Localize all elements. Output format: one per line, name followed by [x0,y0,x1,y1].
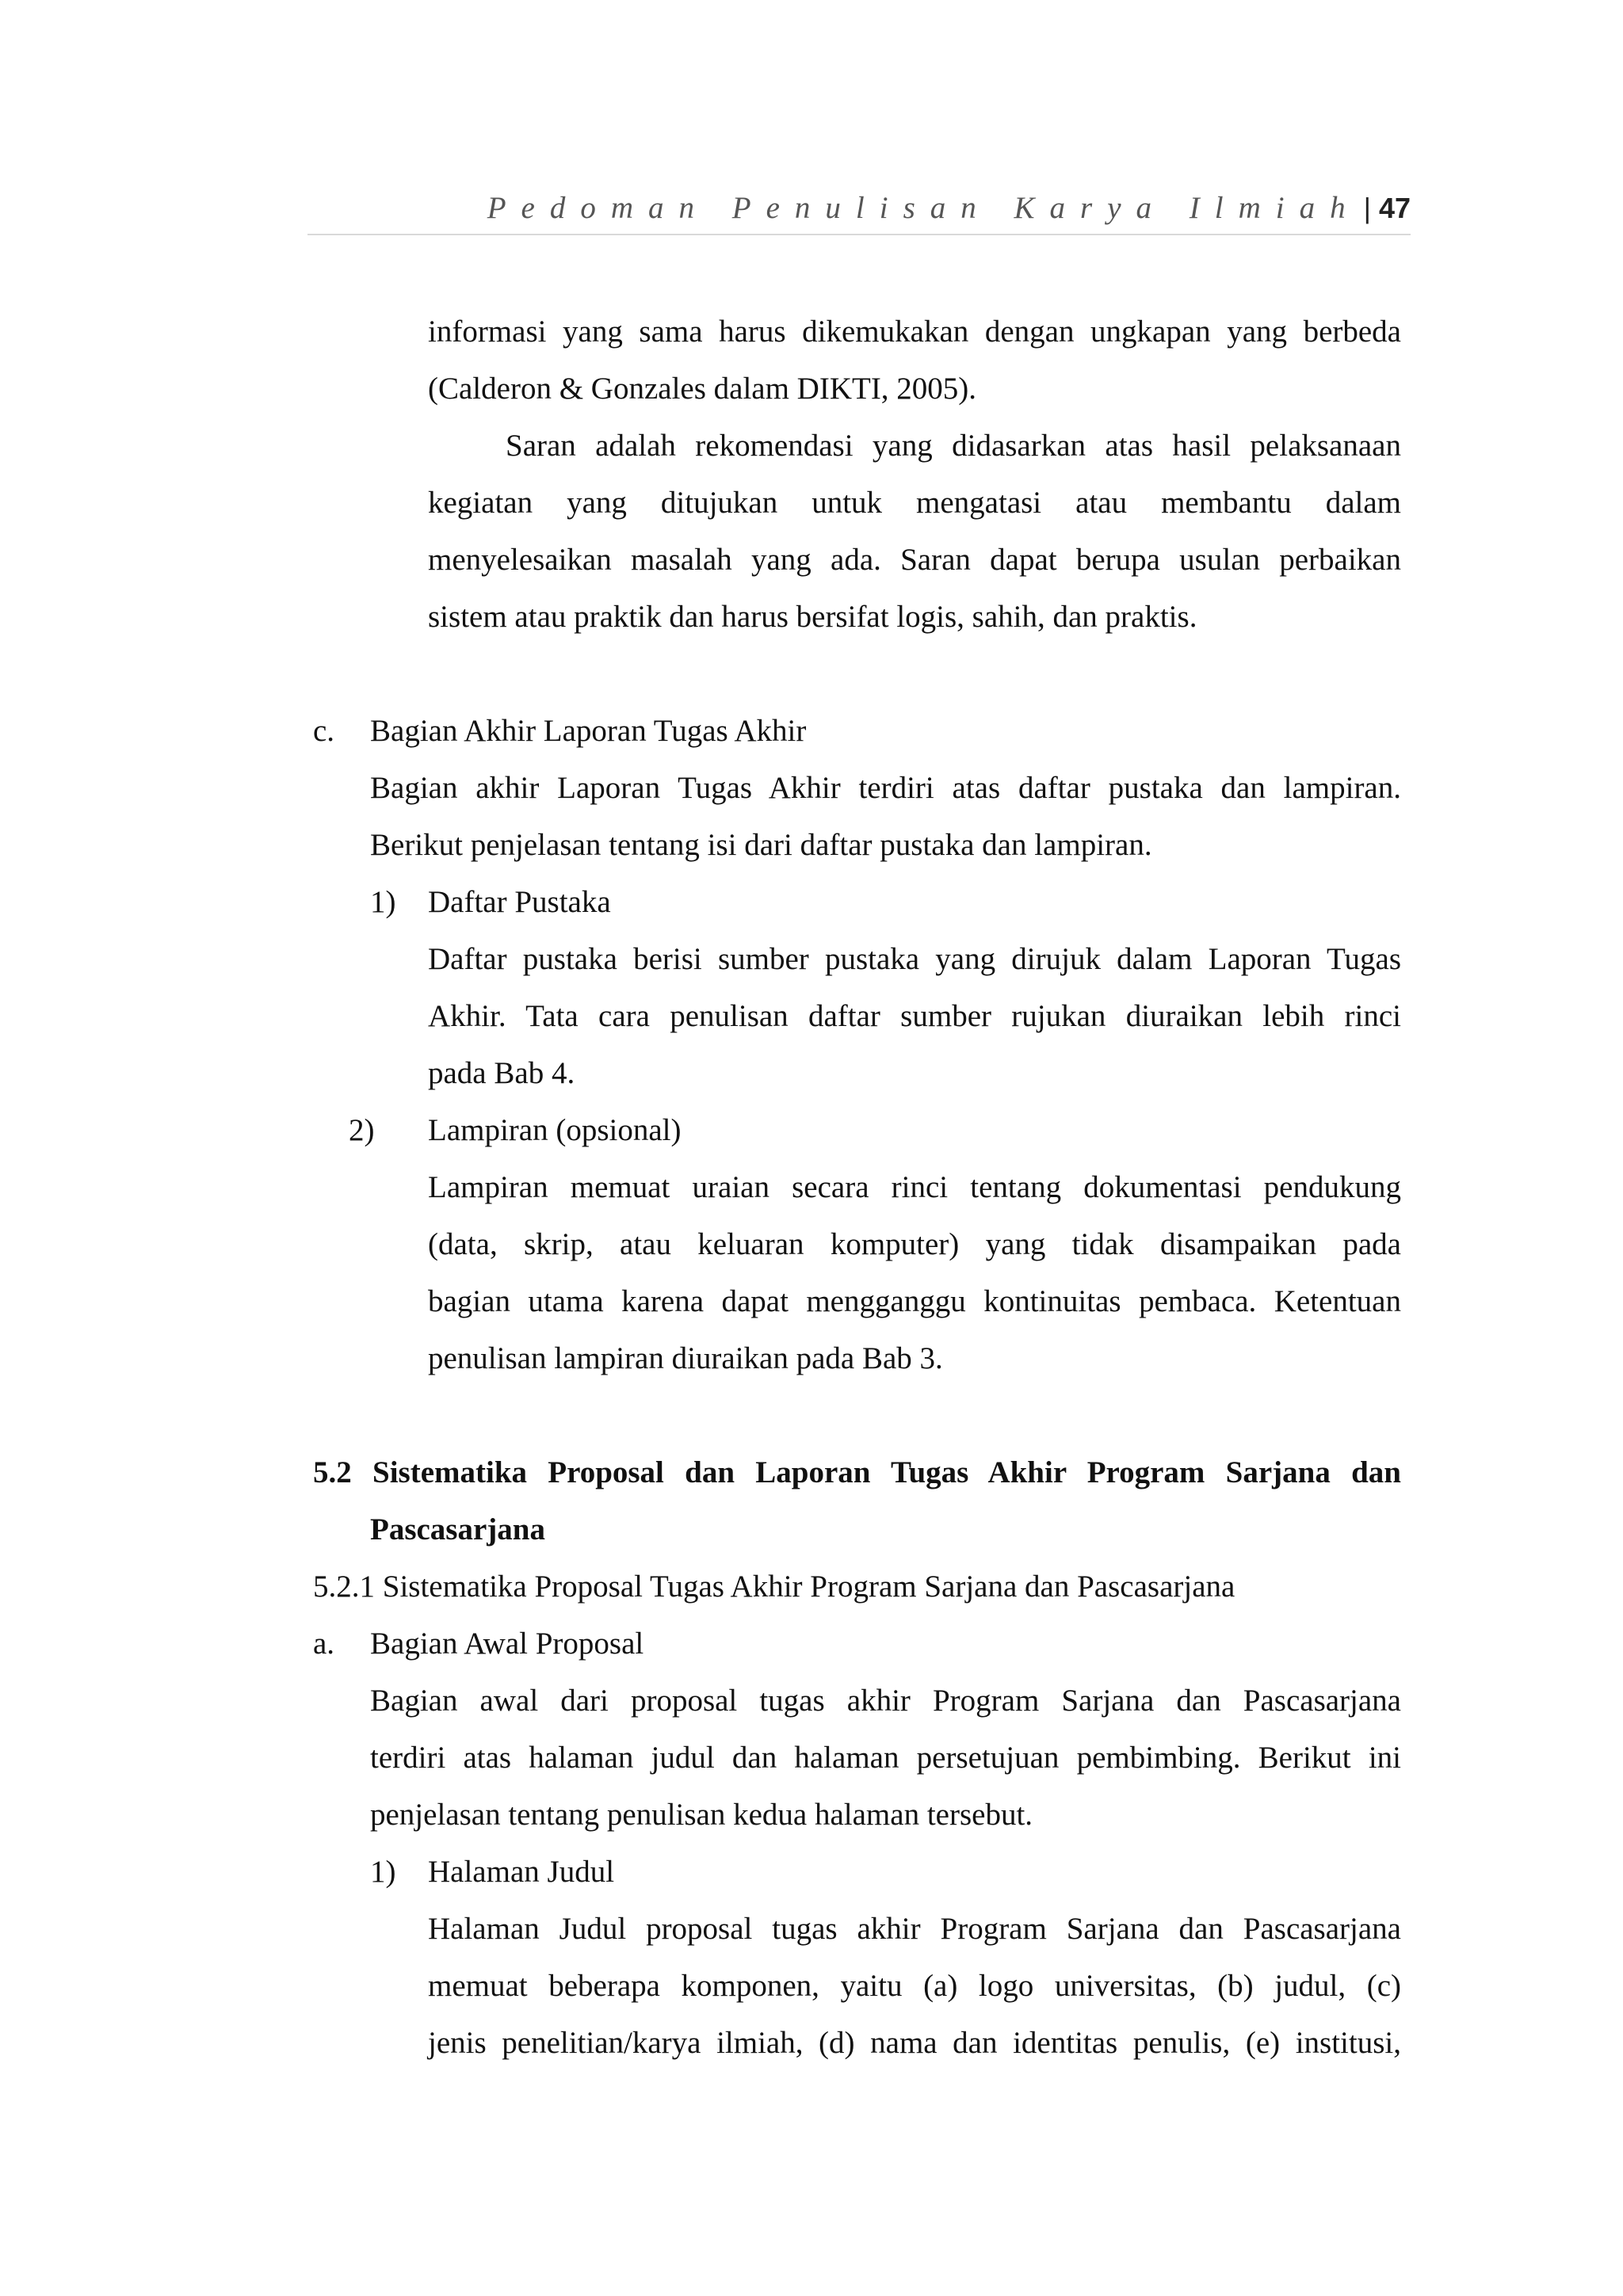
section-heading: Bagian Awal Proposal [370,1627,644,1661]
list-marker: c. [313,714,335,748]
header-separator: | [1363,192,1371,224]
paragraph-line: (data, skrip, atau keluaran komputer) yang tidak disampaikan pada [428,1227,1401,1261]
page-number: 47 [1378,192,1411,224]
paragraph-line: sistem atau praktik dan harus bersifat logis, sahih, dan praktis. [428,600,1197,634]
paragraph-line: Berikut penjelasan tentang isi dari daftar pustaka dan lampiran. [370,828,1152,862]
subsection-heading: Daftar Pustaka [428,885,611,919]
list-marker: 1) [370,1855,396,1889]
list-marker: 2) [349,1113,375,1147]
paragraph-line: menyelesaikan masalah yang ada. Saran dapat berupa usulan perbaikan [428,543,1401,577]
list-marker: 1) [370,885,396,919]
paragraph-line: Halaman Judul proposal tugas akhir Program Sarjana dan Pascasarjana [428,1912,1401,1946]
paragraph-line: memuat beberapa komponen, yaitu (a) logo universitas, (b) judul, (c) [428,1969,1401,2003]
paragraph-line: Lampiran memuat uraian secara rinci tentang dokumentasi pendukung [428,1170,1401,1204]
paragraph-line: terdiri atas halaman judul dan halaman persetujuan pembimbing. Berikut ini [370,1741,1401,1775]
paragraph-line: Daftar pustaka berisi sumber pustaka yang dirujuk dalam Laporan Tugas [428,942,1401,976]
subsection-number-heading: 5.2.1 Sistematika Proposal Tugas Akhir Program Sarjana dan Pascasarjana [313,1569,1235,1604]
paragraph-line: (Calderon & Gonzales dalam DIKTI, 2005). [428,372,977,406]
paragraph-line: pada Bab 4. [428,1056,575,1090]
paragraph-line: Bagian awal dari proposal tugas akhir Program Sarjana dan Pascasarjana [370,1684,1401,1718]
paragraph-line: kegiatan yang ditujukan untuk mengatasi atau membantu dalam [428,486,1401,520]
paragraph-line: Bagian akhir Laporan Tugas Akhir terdiri atas daftar pustaka dan lampiran. [370,771,1401,805]
paragraph-line: bagian utama karena dapat mengganggu kontinuitas pembaca. Ketentuan [428,1284,1401,1318]
paragraph-line: jenis penelitian/karya ilmiah, (d) nama dan identitas penulis, (e) institusi, [428,2026,1401,2060]
subsection-heading: Lampiran (opsional) [428,1113,682,1147]
paragraph-line: Akhir. Tata cara penulisan daftar sumber rujukan diuraikan lebih rinci [428,999,1401,1033]
paragraph-line: penulisan lampiran diuraikan pada Bab 3. [428,1341,943,1375]
paragraph-line: informasi yang sama harus dikemukakan dengan ungkapan yang berbeda [428,315,1401,349]
paragraph-line: penjelasan tentang penulisan kedua halaman tersebut. [370,1798,1033,1832]
subsection-heading: Halaman Judul [428,1855,615,1889]
paragraph-line: Saran adalah rekomendasi yang didasarkan atas hasil pelaksanaan [506,429,1401,463]
chapter-section-heading-cont: Pascasarjana [370,1512,545,1547]
running-header [309,190,1411,226]
chapter-section-heading: 5.2 Sistematika Proposal dan Laporan Tugas Akhir Program Sarjana dan [313,1455,1401,1489]
section-heading: Bagian Akhir Laporan Tugas Akhir [370,714,807,748]
list-marker: a. [313,1627,335,1661]
header-title: Pedoman Penulisan Karya Ilmiah [487,191,1361,225]
header-rule [307,234,1411,235]
